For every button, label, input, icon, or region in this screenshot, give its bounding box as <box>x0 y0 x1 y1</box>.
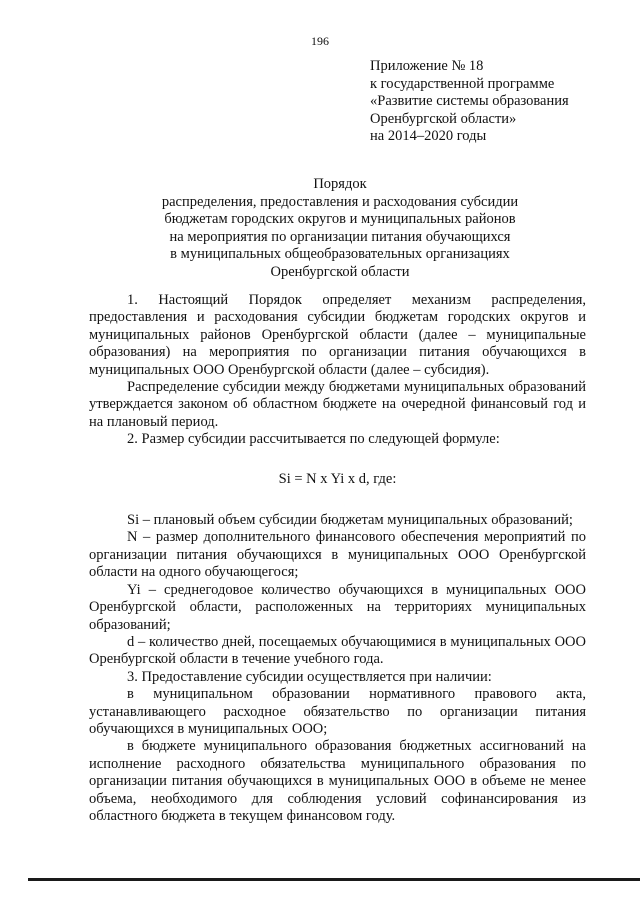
appendix-line: Оренбургской области» <box>370 110 517 127</box>
appendix-line: «Развитие системы образования <box>370 93 569 110</box>
page-number: 196 <box>311 34 329 48</box>
condition-2: в бюджете муниципального образования бюджетных ассигнований на исполнение расходного обязательства муниципального образования по организации питания обучающихся в муниципальных ООО в объеме не менее объема, необходимого для соблюдения условий софинансирования из областного бюджета в текущем финансовом году. <box>89 738 586 824</box>
title-heading: Порядок <box>313 176 367 192</box>
title-line: Оренбургской области <box>270 263 410 280</box>
definition-d: d – количество дней, посещаемых обучающимися в муниципальных ООО Оренбургской области в течение учебного года. <box>89 633 586 668</box>
document-title <box>60 176 620 281</box>
appendix-line: на 2014–2020 годы <box>370 128 487 145</box>
paragraph-conditions: 3. Предоставление субсидии осуществляется при наличии: <box>127 668 492 685</box>
appendix-line: к государственной программе <box>370 75 555 92</box>
scan-bottom-edge <box>28 878 640 881</box>
document-body <box>89 292 586 825</box>
paragraph-2: Распределение субсидии между бюджетами муниципальных образований утверждается законом об областном бюджете на очередной финансовый год и на плановый период. <box>89 379 586 430</box>
condition-1: в муниципальном образовании нормативного правового акта, устанавливающего расходное обязательство по организации питания обучающихся в муниципальных ООО; <box>89 686 586 737</box>
title-line: на мероприятия по организации питания обучающихся <box>169 228 511 245</box>
definition-si: Si – плановый объем субсидии бюджетам муниципальных образований; <box>127 512 573 529</box>
appendix-line: Приложение № 18 <box>370 58 484 74</box>
appendix-header <box>370 58 630 146</box>
title-line: в муниципальных общеобразовательных организациях <box>170 246 510 262</box>
title-line: бюджетам городских округов и муниципальных районов <box>164 211 516 227</box>
formula: Si = N x Yi x d, где: <box>278 470 397 487</box>
title-line: распределения, предоставления и расходования субсидии <box>161 193 519 210</box>
paragraph-3: 2. Размер субсидии рассчитывается по следующей формуле: <box>127 431 500 448</box>
paragraph-1: 1. Настоящий Порядок определяет механизм распределения, предоставления и расходования субсидии бюджетам городских округов и муниципальных районов Оренбургской области (далее – муниципальные образования) на мероприятия по организации питания обучающихся в муниципальных ООО Оренбургской области (далее – субсидия). <box>89 292 586 378</box>
definition-yi: Yi – среднегодовое количество обучающихся в муниципальных ООО Оренбургской области, расположенных на территориях муниципальных образований; <box>89 581 586 633</box>
definition-n: N – размер дополнительного финансового обеспечения мероприятий по организации питания обучающихся в муниципальных ООО Оренбургской области на одного обучающегося; <box>89 529 586 581</box>
